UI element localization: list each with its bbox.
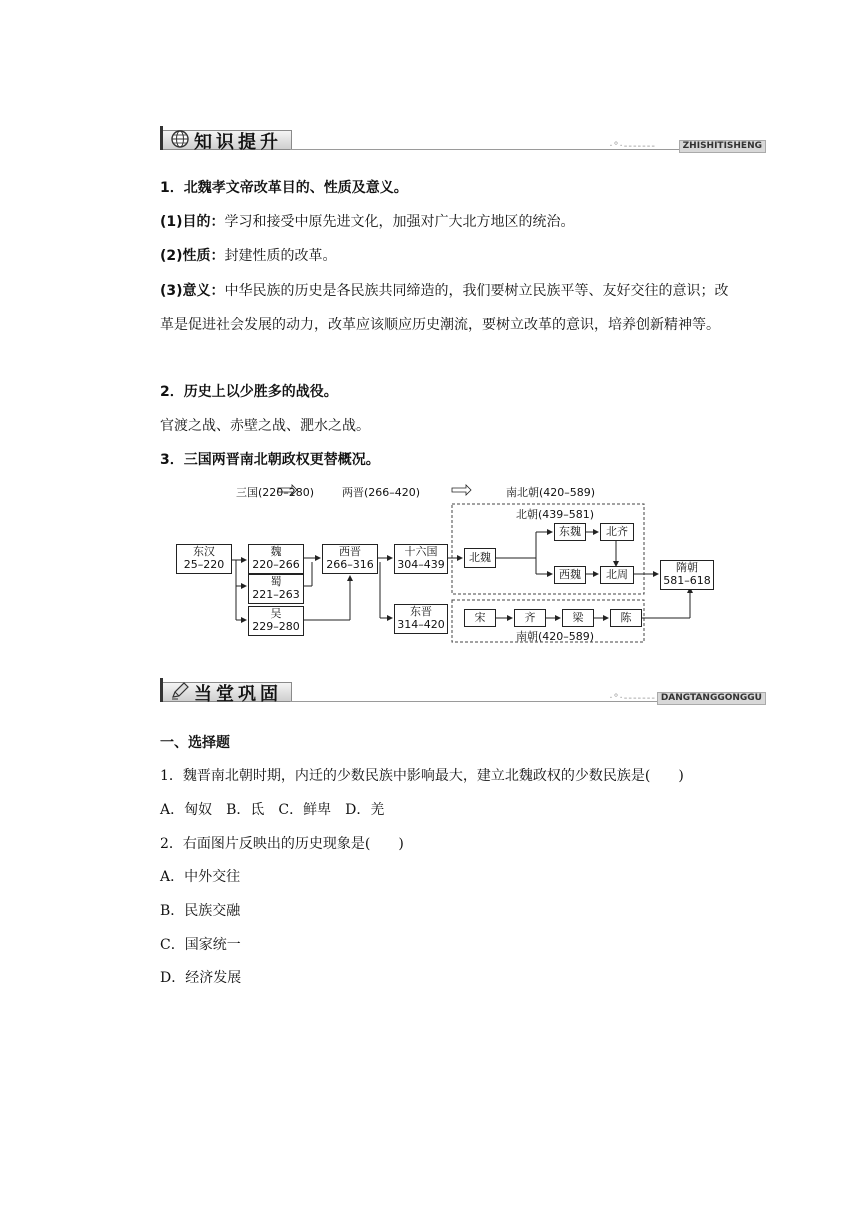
knowledge-item3-title: 3．三国两晋南北朝政权更替概况。 — [160, 452, 380, 468]
section-title: 当堂巩固 — [194, 684, 282, 705]
meaning-text: 中华民族的历史是各民族共同缔造的，我们要树立民族平等、友好交往的意识；改革是促进社会发展的动力，改革应该顺应历史潮流，要树立改革的意识，培养创新精神等。 — [160, 283, 729, 333]
knowledge-item2-text: 官渡之战、赤壁之战、淝水之战。 — [160, 418, 370, 434]
node-dongjin: 东晋 314–420 — [394, 604, 448, 634]
purpose-text: 学习和接受中原先进文化，加强对广大北方地区的统治。 — [224, 214, 575, 230]
node-suichao: 隋朝 581–618 — [660, 560, 714, 590]
question-2-option-d: D．经济发展 — [160, 970, 242, 986]
globe-icon — [170, 129, 190, 149]
knowledge-item1-meaning — [160, 274, 740, 342]
knowledge-item2-title: 2．历史上以少胜多的战役。 — [160, 384, 338, 400]
label-liangjin: 两晋(266–420) — [342, 486, 421, 499]
exercise-heading: 一、选择题 — [160, 735, 230, 751]
label-sanguo: 三国(220–280) — [236, 486, 315, 499]
node-wei: 魏 220–266 — [248, 544, 304, 574]
node-shiliuguo: 十六国 304–439 — [394, 544, 448, 574]
section-title: 知识提升 — [194, 132, 282, 153]
label-nanbeichao: 南北朝(420–589) — [506, 486, 596, 499]
purpose-label: (1)目的： — [160, 214, 225, 230]
node-song: 宋 — [464, 609, 496, 627]
node-donghan: 东汉 25–220 — [176, 544, 232, 574]
knowledge-item1-title: 1．北魏孝文帝改革目的、性质及意义。 — [160, 180, 408, 196]
dynasty-diagram — [170, 482, 730, 652]
node-beiqi: 北齐 — [600, 523, 634, 541]
node-xiwei: 西魏 — [554, 566, 586, 584]
node-liang: 梁 — [562, 609, 594, 627]
node-beiwei: 北魏 — [464, 548, 496, 568]
node-qi: 齐 — [514, 609, 546, 627]
node-beizhou: 北周 — [600, 566, 634, 584]
label-beichao: 北朝(439–581) — [516, 508, 595, 521]
question-2: 2．右面图片反映出的历史现象是( ) — [160, 836, 404, 852]
question-2-option-b: B．民族交融 — [160, 903, 241, 919]
node-wu: 吴 229–280 — [248, 606, 304, 636]
nature-text: 封建性质的改革。 — [224, 248, 337, 264]
knowledge-item1-purpose — [160, 212, 575, 232]
node-shu: 蜀 221–263 — [248, 574, 304, 604]
knowledge-item1-nature — [160, 246, 337, 266]
question-1: 1．魏晋南北朝时期，内迁的少数民族中影响最大，建立北魏政权的少数民族是( ) — [160, 768, 684, 784]
meaning-label: (3)意义： — [160, 283, 225, 299]
section-header-knowledge — [160, 126, 766, 152]
question-1-options: A．匈奴 B．氐 C．鲜卑 D．羌 — [160, 802, 385, 818]
question-2-option-c: C．国家统一 — [160, 937, 241, 953]
section-pinyin: ZHISHITISHENG — [679, 140, 766, 153]
node-chen: 陈 — [610, 609, 642, 627]
node-dongwei: 东魏 — [554, 523, 586, 541]
pencil-icon — [170, 681, 190, 701]
label-nanchao: 南朝(420–589) — [516, 630, 595, 643]
node-xijin: 西晋 266–316 — [322, 544, 378, 574]
question-2-option-a: A．中外交往 — [160, 869, 241, 885]
nature-label: (2)性质： — [160, 248, 225, 264]
section-dots: ·°·------- — [609, 141, 656, 152]
section-dots: ·°·------- — [609, 693, 656, 704]
section-pinyin: DANGTANGGONGGU — [657, 692, 766, 705]
section-header-practice — [160, 678, 766, 704]
